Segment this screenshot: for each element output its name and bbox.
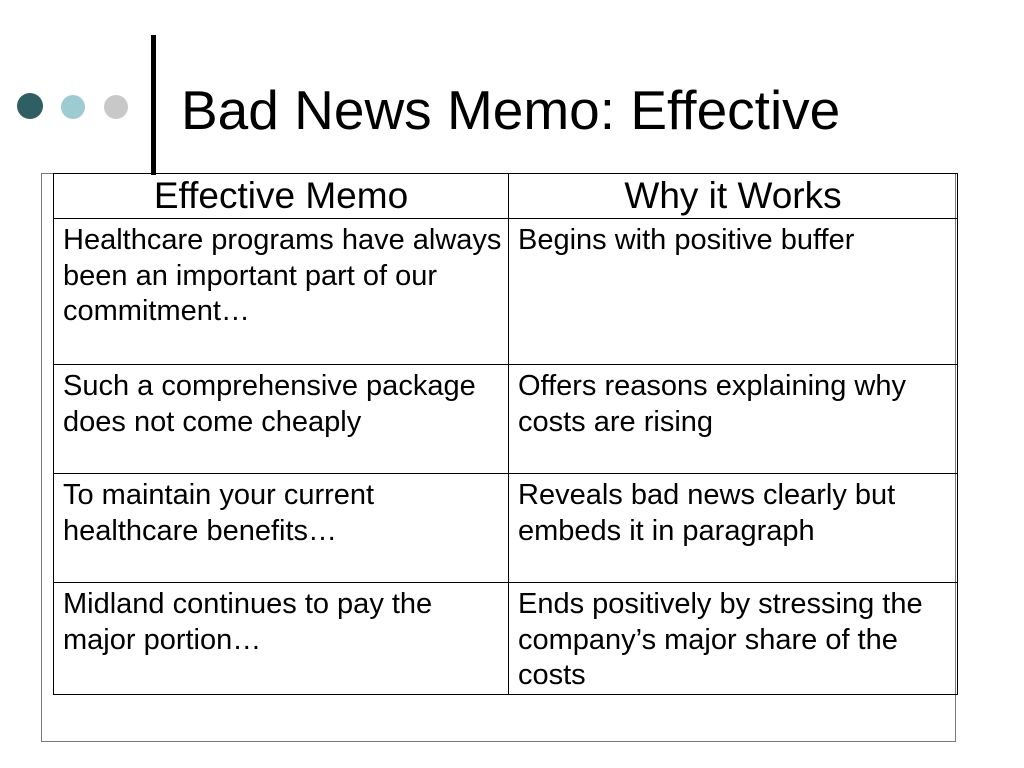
- decorative-dot-dark: [17, 93, 43, 119]
- slide-title: Bad News Memo: Effective: [181, 79, 841, 141]
- decorative-dot-gray: [104, 95, 128, 119]
- column-header-why-it-works: Why it Works: [509, 174, 958, 219]
- table-row: [54, 219, 958, 365]
- memo-cell: Midland continues to pay the major portion…: [54, 583, 509, 695]
- table-row: [54, 365, 958, 474]
- title-divider: [151, 35, 156, 175]
- table-header-row: [54, 174, 958, 219]
- column-header-effective-memo: Effective Memo: [54, 174, 509, 219]
- decorative-dot-light: [61, 95, 85, 119]
- table-row: [54, 583, 958, 695]
- why-cell: Offers reasons explaining why costs are rising: [509, 365, 958, 474]
- memo-cell: Such a comprehensive package does not come cheaply: [54, 365, 509, 474]
- table-row: [54, 474, 958, 583]
- why-cell: Begins with positive buffer: [509, 219, 958, 365]
- why-cell: Ends positively by stressing the company’s major share of the costs: [509, 583, 958, 695]
- memo-cell: Healthcare programs have always been an important part of our commitment…: [54, 219, 509, 365]
- memo-cell: To maintain your current healthcare benefits…: [54, 474, 509, 583]
- memo-table: [53, 173, 958, 695]
- why-cell: Reveals bad news clearly but embeds it in paragraph: [509, 474, 958, 583]
